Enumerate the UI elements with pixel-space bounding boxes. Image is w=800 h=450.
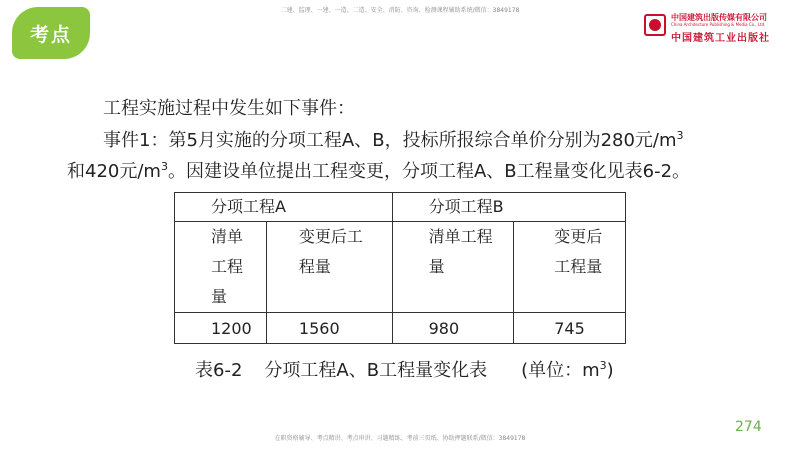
table-subheader-row <box>175 222 626 313</box>
superscript: 3 <box>676 129 684 142</box>
table-cell: 1200 <box>175 313 267 344</box>
superscript: 3 <box>599 359 607 372</box>
publisher-emblem-icon <box>644 14 666 36</box>
top-watermark-note: 二建、监理、一建、一造、二造、安全、消防、咨询、检测课程辅助系统/微信：3849178 <box>280 7 520 14</box>
publisher-calligraphy: 中国建筑工业出版社 <box>671 33 770 44</box>
b-changed-quantity-header: 变更后 工程量 <box>514 222 626 313</box>
b-bill-quantity-header: 清单工程 量 <box>392 222 514 313</box>
caption-number: 表6-2 <box>195 360 243 381</box>
event-line-2 <box>67 157 690 183</box>
header-group-b: 分项工程B <box>392 193 625 222</box>
event-line-1 <box>103 126 684 152</box>
table-cell: 980 <box>392 313 514 344</box>
publisher-name-cn: 中国建筑出版传媒有限公司 <box>671 13 767 22</box>
table-cell: 1560 <box>266 313 392 344</box>
page-number: 274 <box>735 419 762 435</box>
intro-text: 工程实施过程中发生如下事件： <box>103 98 355 119</box>
badge-label: 考点 <box>29 23 72 46</box>
caption-title: 分项工程A、B工程量变化表 <box>264 360 488 381</box>
publisher-logo <box>644 8 784 44</box>
table-cell: 745 <box>514 313 626 344</box>
topic-badge <box>12 7 90 59</box>
table-caption <box>195 356 614 382</box>
superscript: 3 <box>160 160 168 173</box>
caption-unit: (单位：m <box>521 360 600 381</box>
table-row <box>175 313 626 344</box>
table-header-row <box>175 193 626 222</box>
a-changed-quantity-header: 变更后工 程量 <box>266 222 392 313</box>
caption-unit-close: ) <box>606 360 614 381</box>
header-group-a: 分项工程A <box>175 193 393 222</box>
a-bill-quantity-header: 清单 工程 量 <box>175 222 267 313</box>
event-line-2-unit: 和420元/m <box>67 161 161 182</box>
event-line-1-text: 事件1：第5月实施的分项工程A、B，投标所报综合单价分别为280元/m <box>103 130 677 151</box>
quantity-change-table <box>174 192 626 344</box>
event-line-2-text: 。因建设单位提出工程变更，分项工程A、B工程量变化见表6-2。 <box>167 161 691 182</box>
publisher-name-en: China Architecture Publishing & Media Co., Ltd. <box>671 22 766 27</box>
bottom-watermark-note: 在职资格辅导、考点精讲、考点串讲、习题精练、考前三页纸、协助押题联系/微信：3849178 <box>274 435 526 442</box>
